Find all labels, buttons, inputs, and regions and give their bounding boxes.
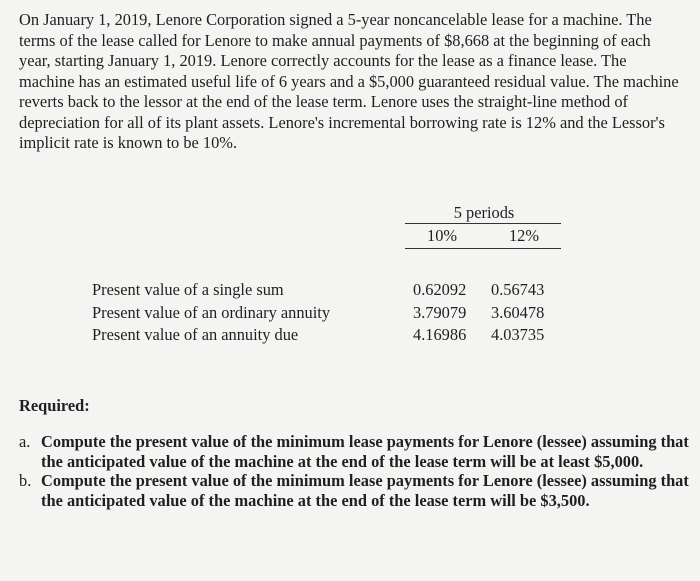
pv-annuity-due-12: 4.03735 [491, 325, 545, 344]
pv-ordinary-annuity-label: Present value of an ordinary annuity [92, 302, 331, 322]
required-item-text: Compute the present value of the minimum lease payments for Lenore (lessee) assuming that the anticipated value of the machine at the end of the lease term will be $3,500. [41, 471, 689, 510]
rate-12-header: 12% [508, 226, 539, 245]
pv-ordinary-annuity-10: 3.79079 [413, 302, 467, 322]
required-item-letter: b. [19, 471, 32, 490]
required-item-b [19, 471, 689, 510]
pv-annuity-due-label: Present value of an annuity due [92, 325, 299, 344]
pv-annuity-due-row [413, 324, 544, 347]
periods-label: 5 periods [405, 203, 561, 224]
pv-single-sum-10: 0.62092 [413, 280, 467, 299]
required-item-letter: a. [19, 432, 31, 451]
rates-row [405, 224, 561, 249]
problem-intro: On January 1, 2019, Lenore Corporation signed a 5-year noncancelable lease for a machine. The terms of the lease called for Lenore to make annual payments of $8,668 at the beginning of each year, starting January 1, 2019. Lenore correctly accounts for the lease as a finance lease. The machine has an estimated useful life of 6 years and a $5,000 guaranteed residual value. The machine reverts back to the lessor at the end of the lease term. Lenore uses the straight-line method of depreciation for all of its plant assets. Lenore's incremental borrowing rate is 12% and the Lessor's implicit rate is known to be 10%. [19, 10, 679, 152]
pv-values [413, 279, 544, 347]
required-item-a [19, 432, 689, 471]
pv-ordinary-annuity-12: 3.60478 [491, 302, 545, 322]
pv-single-sum-label: Present value of a single sum [92, 280, 284, 299]
required-item-text: Compute the present value of the minimum lease payments for Lenore (lessee) assuming that the anticipated value of the machine at the end of the lease term will be at least $5,000. [41, 432, 689, 471]
periods-header [405, 203, 561, 249]
pv-single-sum-row [413, 279, 544, 302]
pv-labels [92, 279, 330, 347]
rate-10-header: 10% [427, 226, 458, 245]
pv-single-sum-12: 0.56743 [491, 280, 545, 299]
pv-annuity-due-10: 4.16986 [413, 325, 467, 344]
pv-ordinary-annuity-row [413, 302, 544, 325]
required-list [19, 432, 689, 510]
required-heading: Required: [19, 396, 90, 415]
